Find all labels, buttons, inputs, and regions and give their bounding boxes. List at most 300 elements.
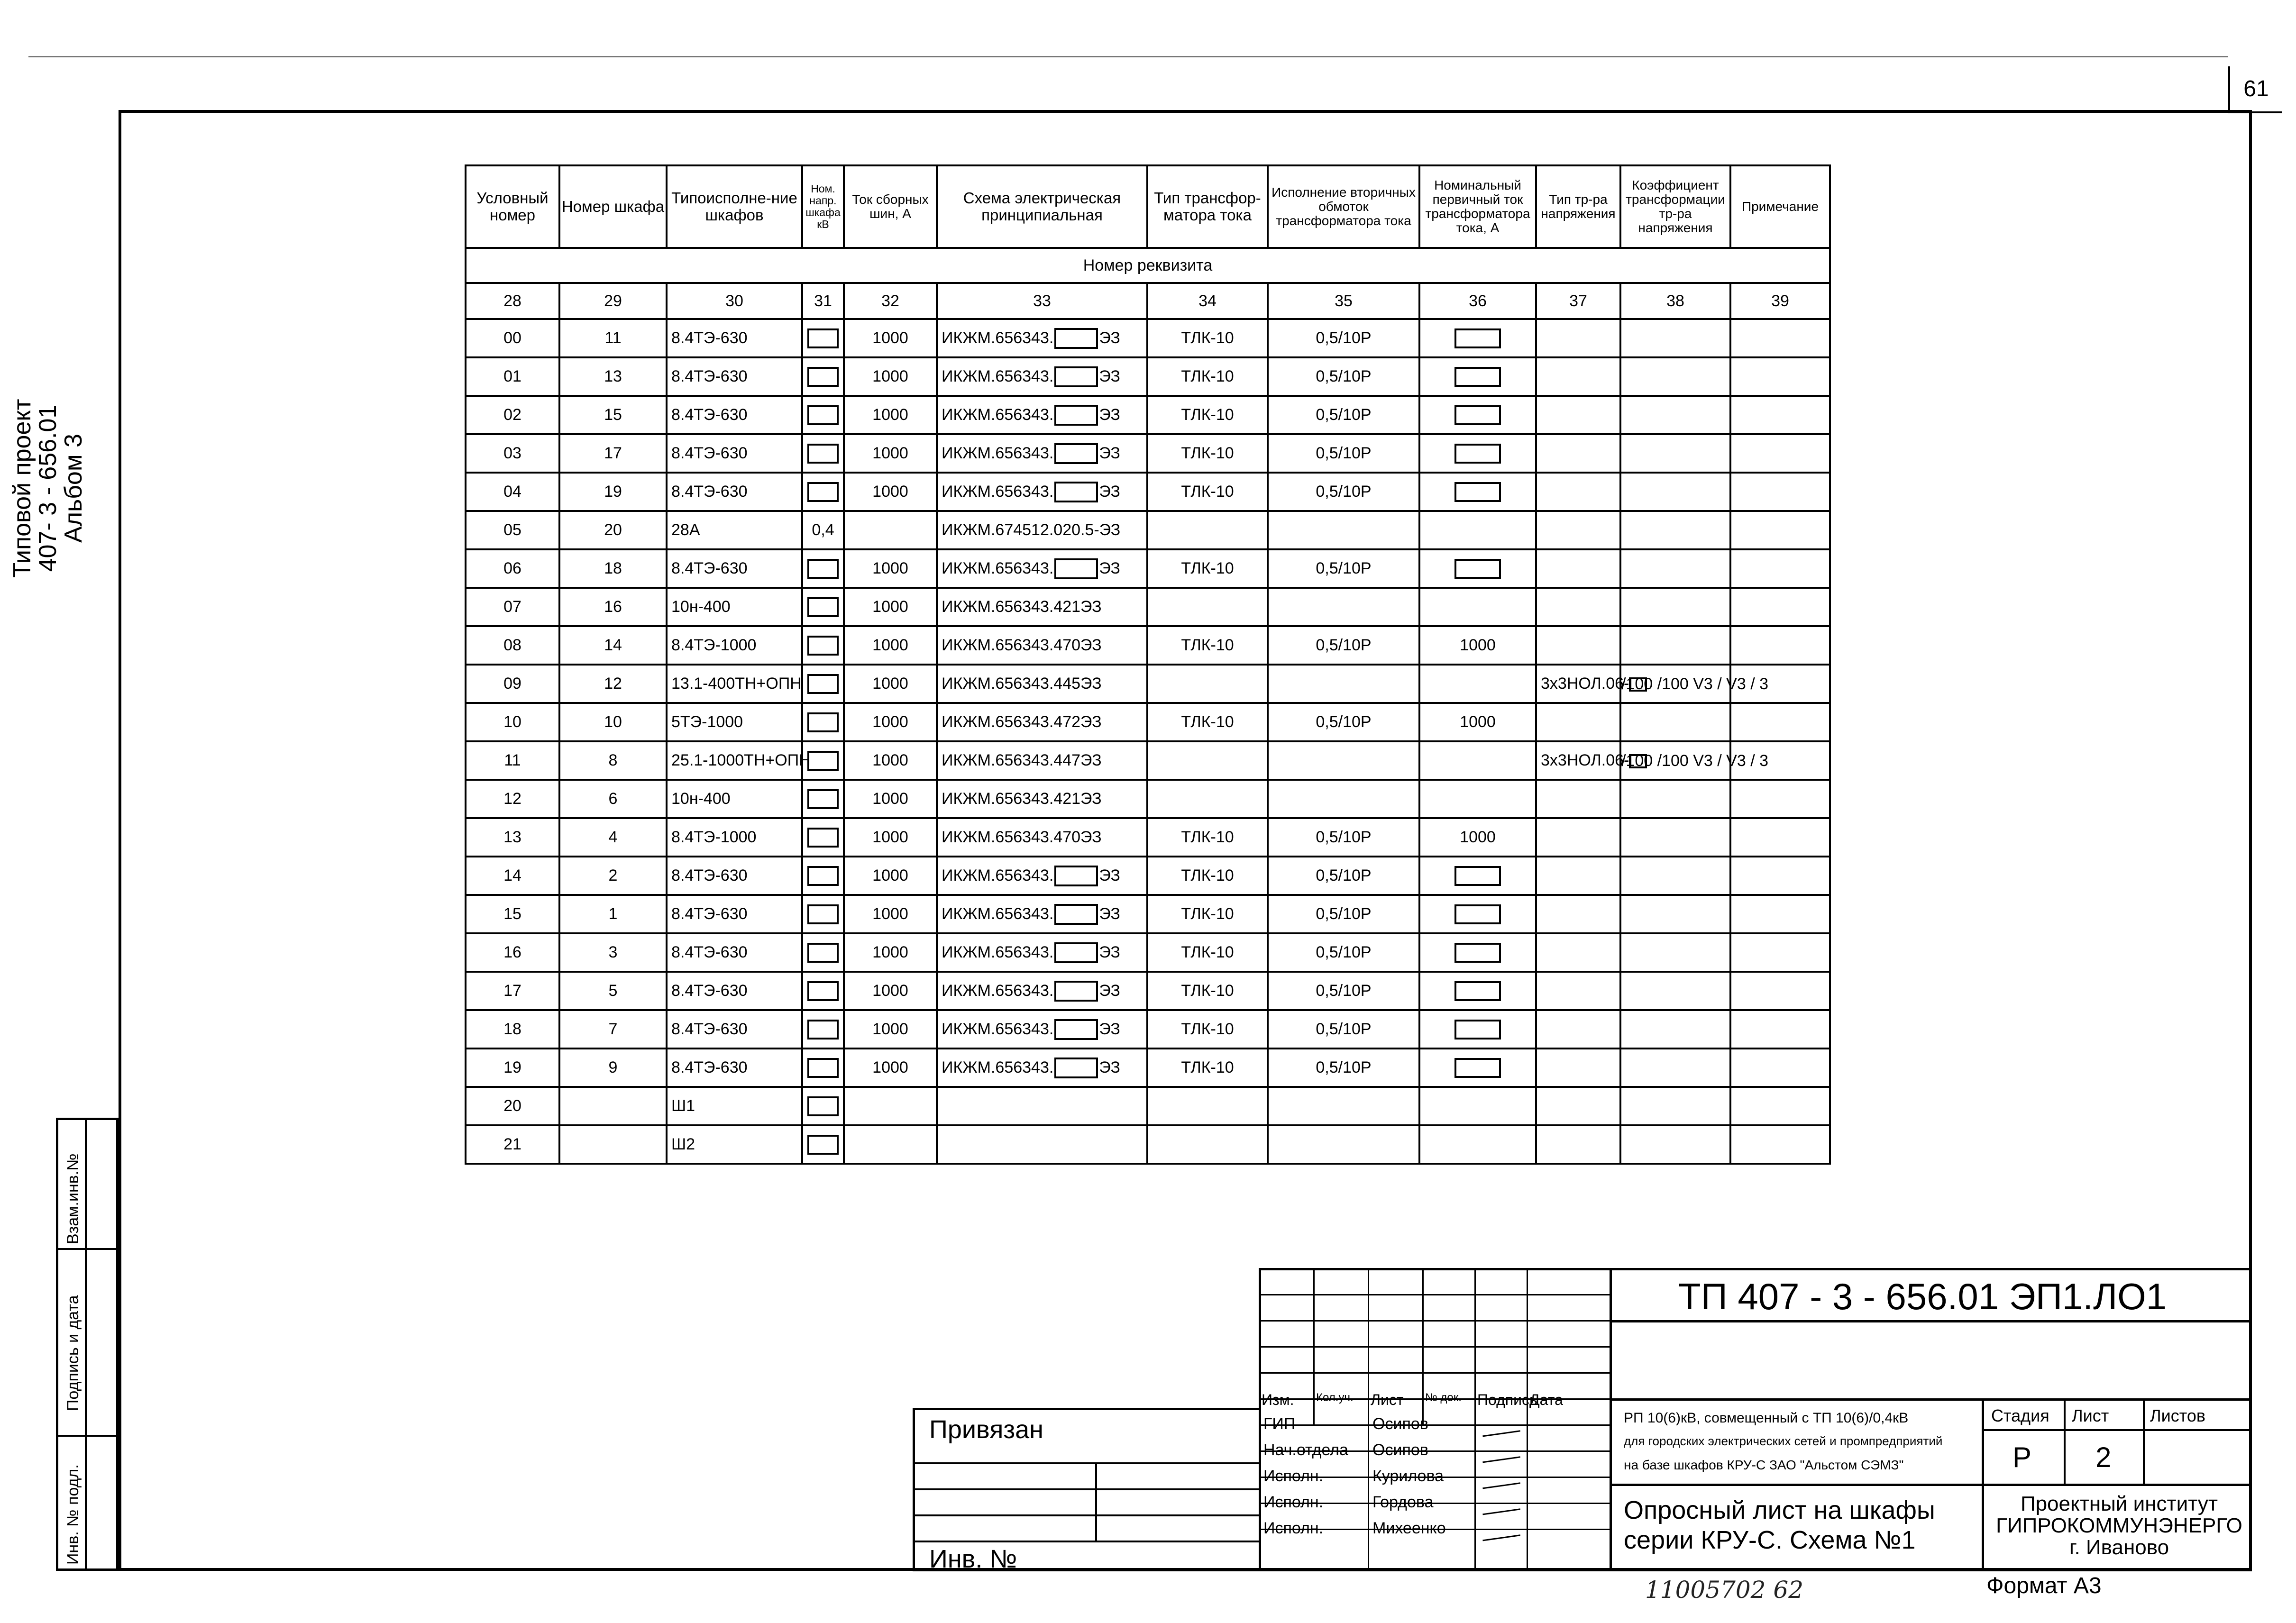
column-number: 35 xyxy=(1268,283,1419,319)
table-row xyxy=(466,741,1830,780)
cell-tip: 8.4ТЭ-630 xyxy=(667,1049,802,1087)
cell-shkaf xyxy=(559,1087,667,1125)
cell-tip: 8.4ТЭ-630 xyxy=(667,396,802,434)
cell-ispolnenie: 0,5/10Р xyxy=(1268,357,1419,396)
person-role: ГИП xyxy=(1263,1415,1296,1433)
cell-tip-tt xyxy=(1147,780,1268,818)
table-row xyxy=(466,357,1830,396)
cell-primechanie xyxy=(1730,434,1830,473)
cell-napr xyxy=(802,319,844,357)
cell-uslovny: 12 xyxy=(466,780,559,818)
cell-uslovny: 15 xyxy=(466,895,559,933)
table-row xyxy=(466,511,1830,549)
cell-tip: 8.4ТЭ-630 xyxy=(667,473,802,511)
left-stamp-column xyxy=(56,1118,119,1571)
cell-uslovny: 03 xyxy=(466,434,559,473)
column-number: 29 xyxy=(559,283,667,319)
questionnaire-table xyxy=(465,164,1831,1165)
cell-shkaf: 8 xyxy=(559,741,667,780)
cell-tok: 1000 xyxy=(844,933,937,972)
title-col-header: № док. xyxy=(1425,1391,1462,1404)
cell-nom-tok: 1000 xyxy=(1419,703,1536,741)
cell-tok: 1000 xyxy=(844,473,937,511)
cell-nom-tok xyxy=(1419,972,1536,1010)
format-label: Формат А3 xyxy=(1986,1573,2102,1598)
cell-shema: ИКЖМ.656343.421ЭЗ xyxy=(937,588,1147,626)
cell-tok: 1000 xyxy=(844,818,937,857)
shema-field[interactable] xyxy=(1054,904,1098,925)
cell-ispolnenie xyxy=(1268,665,1419,703)
table-row xyxy=(466,473,1830,511)
cell-ispolnenie xyxy=(1268,588,1419,626)
cell-shkaf: 16 xyxy=(559,588,667,626)
org-line2: ГИПРОКОММУНЭНЕРГО xyxy=(1996,1514,2242,1537)
cell-tip-tt: ТЛК-10 xyxy=(1147,972,1268,1010)
cell-shema xyxy=(937,549,1147,588)
cell-shkaf: 17 xyxy=(559,434,667,473)
cell-koef xyxy=(1620,1125,1730,1164)
napr-field[interactable] xyxy=(807,751,839,771)
shema-prefix: ИКЖМ.656343. xyxy=(942,982,1054,1000)
cell-shkaf: 5 xyxy=(559,972,667,1010)
person-name: Осипов xyxy=(1372,1441,1428,1459)
cell-shkaf: 10 xyxy=(559,703,667,741)
hdr-nom-napr: Ном. напр. шкафа кВ xyxy=(802,165,844,248)
person-role: Нач.отдела xyxy=(1263,1441,1348,1459)
column-number: 34 xyxy=(1147,283,1268,319)
cell-koef xyxy=(1620,434,1730,473)
cell-shema: ИКЖМ.656343.470ЭЗ xyxy=(937,626,1147,665)
table-row xyxy=(466,588,1830,626)
cell-shema xyxy=(937,319,1147,357)
cell-tok: 1000 xyxy=(844,741,937,780)
napr-field[interactable] xyxy=(807,405,839,425)
cell-tok: 1000 xyxy=(844,857,937,895)
cell-shkaf: 15 xyxy=(559,396,667,434)
cell-tok: 1000 xyxy=(844,1010,937,1049)
column-number: 32 xyxy=(844,283,937,319)
cell-nom-tok: 1000 xyxy=(1419,626,1536,665)
header-row xyxy=(466,165,1830,248)
napr-field[interactable] xyxy=(807,943,839,963)
cell-tok: 1000 xyxy=(844,434,937,473)
description-line2: для городских электрических сетей и промпредприятий xyxy=(1624,1434,1943,1448)
cell-primechanie xyxy=(1730,1087,1830,1125)
cell-primechanie xyxy=(1730,1125,1830,1164)
cell-tip: 8.4ТЭ-1000 xyxy=(667,818,802,857)
cell-ispolnenie: 0,5/10Р xyxy=(1268,857,1419,895)
cell-tip-tn xyxy=(1536,1087,1620,1125)
shema-field[interactable] xyxy=(1054,1019,1098,1040)
cell-shema: ИКЖМ.656343.470ЭЗ xyxy=(937,818,1147,857)
cell-napr xyxy=(802,588,844,626)
cell-koef xyxy=(1620,1010,1730,1049)
cell-shema xyxy=(937,1010,1147,1049)
cell-nom-tok xyxy=(1419,473,1536,511)
cell-ispolnenie xyxy=(1268,780,1419,818)
nom-tok-field[interactable] xyxy=(1454,367,1501,387)
cell-koef xyxy=(1620,626,1730,665)
cell-shema: ИКЖМ.656343.472ЭЗ xyxy=(937,703,1147,741)
cell-tip-tt: ТЛК-10 xyxy=(1147,703,1268,741)
cell-ispolnenie: 0,5/10Р xyxy=(1268,396,1419,434)
cell-koef xyxy=(1620,319,1730,357)
napr-field[interactable] xyxy=(807,328,839,348)
cell-koef xyxy=(1620,703,1730,741)
cell-tip: 10н-400 xyxy=(667,588,802,626)
napr-field[interactable] xyxy=(807,367,839,387)
cell-tip-tt xyxy=(1147,741,1268,780)
napr-field[interactable] xyxy=(807,559,839,579)
cell-uslovny: 14 xyxy=(466,857,559,895)
cell-tip-tn xyxy=(1536,1049,1620,1087)
cell-koef xyxy=(1620,857,1730,895)
cell-nom-tok xyxy=(1419,665,1536,703)
column-number: 33 xyxy=(937,283,1147,319)
nom-tok-field[interactable] xyxy=(1454,904,1501,924)
cell-tip-tt: ТЛК-10 xyxy=(1147,1049,1268,1087)
napr-field[interactable] xyxy=(807,1096,839,1116)
cell-tip-tt: ТЛК-10 xyxy=(1147,626,1268,665)
stadia-value: Р xyxy=(2012,1441,2032,1473)
shema-suffix: ЭЗ xyxy=(1099,444,1120,462)
cell-tip-tn xyxy=(1536,434,1620,473)
cell-tip-tt: ТЛК-10 xyxy=(1147,473,1268,511)
description-line1: РП 10(6)кВ, совмещенный с ТП 10(6)/0,4кВ xyxy=(1624,1410,1909,1426)
cell-shkaf: 20 xyxy=(559,511,667,549)
cell-nom-tok xyxy=(1419,319,1536,357)
cell-koef xyxy=(1620,511,1730,549)
napr-field[interactable] xyxy=(807,482,839,502)
sheet-title-line2: серии КРУ-С. Схема №1 xyxy=(1624,1526,1916,1554)
shema-prefix: ИКЖМ.656343. xyxy=(942,444,1054,462)
cell-ispolnenie: 0,5/10Р xyxy=(1268,933,1419,972)
cell-tip-tt: ТЛК-10 xyxy=(1147,933,1268,972)
cell-tip: 8.4ТЭ-630 xyxy=(667,434,802,473)
nom-tok-field[interactable] xyxy=(1454,444,1501,464)
shema-field[interactable] xyxy=(1054,558,1098,579)
shema-field[interactable] xyxy=(1054,328,1098,349)
hdr-shema: Схема электрическая принципиальная xyxy=(937,165,1147,248)
cell-uslovny: 06 xyxy=(466,549,559,588)
cell-uslovny: 13 xyxy=(466,818,559,857)
stamp-podpis-label: Подпись и дата xyxy=(64,1295,82,1411)
column-number: 39 xyxy=(1730,283,1830,319)
cell-napr xyxy=(802,434,844,473)
shema-prefix: ИКЖМ.656343. xyxy=(942,943,1054,961)
cell-ispolnenie: 0,5/10Р xyxy=(1268,703,1419,741)
cell-tok: 1000 xyxy=(844,1049,937,1087)
shema-field[interactable] xyxy=(1054,981,1098,1002)
hdr-uslovny: Условный номер xyxy=(466,165,559,248)
cell-tip: 8.4ТЭ-630 xyxy=(667,549,802,588)
cell-shema: ИКЖМ.656343.421ЭЗ xyxy=(937,780,1147,818)
cell-napr xyxy=(802,1010,844,1049)
napr-field[interactable] xyxy=(807,1058,839,1078)
shema-suffix: ЭЗ xyxy=(1099,367,1120,385)
nom-tok-field[interactable] xyxy=(1454,328,1501,348)
cell-tip: 10н-400 xyxy=(667,780,802,818)
napr-field[interactable] xyxy=(807,1135,839,1155)
doc-code: ТП 407 - 3 - 656.01 ЭП1.ЛО1 xyxy=(1678,1276,2167,1317)
cell-koef xyxy=(1620,588,1730,626)
cell-tip-tt: ТЛК-10 xyxy=(1147,818,1268,857)
napr-field[interactable] xyxy=(807,636,839,656)
cell-tip-tt: ТЛК-10 xyxy=(1147,434,1268,473)
cell-tip-tn xyxy=(1536,473,1620,511)
privyazan-label: Привязан xyxy=(929,1415,1043,1444)
cell-ispolnenie xyxy=(1268,511,1419,549)
cell-shkaf: 7 xyxy=(559,1010,667,1049)
cell-shema xyxy=(937,1049,1147,1087)
cell-tip-tn xyxy=(1536,741,1629,780)
shema-field[interactable] xyxy=(1054,443,1098,464)
cell-koef xyxy=(1620,972,1730,1010)
cell-nom-tok xyxy=(1419,741,1536,780)
napr-field[interactable] xyxy=(807,789,839,809)
cell-napr xyxy=(802,972,844,1010)
cell-uslovny: 01 xyxy=(466,357,559,396)
cell-ispolnenie: 0,5/10Р xyxy=(1268,549,1419,588)
cell-nom-tok xyxy=(1419,511,1536,549)
cell-tip-tt: ТЛК-10 xyxy=(1147,549,1268,588)
cell-shema xyxy=(937,1087,1147,1125)
rekvizit-label: Номер реквизита xyxy=(466,248,1830,283)
nom-tok-field[interactable] xyxy=(1454,1020,1501,1039)
table-body xyxy=(466,319,1830,1164)
cell-shkaf: 2 xyxy=(559,857,667,895)
cell-nom-tok xyxy=(1419,1087,1536,1125)
cell-shema xyxy=(937,434,1147,473)
hdr-tip-tt: Тип трансфор-матора тока xyxy=(1147,165,1268,248)
cell-tip: 8.4ТЭ-630 xyxy=(667,357,802,396)
cell-ispolnenie xyxy=(1268,1125,1419,1164)
cell-shema xyxy=(937,857,1147,895)
cell-napr xyxy=(802,741,844,780)
person-role: Исполн. xyxy=(1263,1493,1324,1511)
cell-shkaf: 4 xyxy=(559,818,667,857)
cell-uslovny: 18 xyxy=(466,1010,559,1049)
cell-nom-tok xyxy=(1419,933,1536,972)
shema-suffix: ЭЗ xyxy=(1099,905,1120,923)
shema-suffix: ЭЗ xyxy=(1099,329,1120,347)
cell-tok: 1000 xyxy=(844,396,937,434)
cell-tip-tn xyxy=(1536,703,1620,741)
cell-tip: 8.4ТЭ-630 xyxy=(667,895,802,933)
cell-koef xyxy=(1620,895,1730,933)
cell-koef xyxy=(1620,357,1730,396)
napr-field[interactable] xyxy=(807,444,839,464)
cell-napr xyxy=(802,1125,844,1164)
shema-field[interactable] xyxy=(1054,866,1098,886)
cell-napr xyxy=(802,780,844,818)
cell-ispolnenie: 0,5/10Р xyxy=(1268,1049,1419,1087)
hdr-nom-tok: Номинальный первичный ток трансформатора тока, А xyxy=(1419,165,1536,248)
cell-shema xyxy=(937,895,1147,933)
table-row xyxy=(466,703,1830,741)
cell-tip-tn xyxy=(1536,895,1620,933)
cell-ispolnenie: 0,5/10Р xyxy=(1268,818,1419,857)
cell-primechanie xyxy=(1730,780,1830,818)
nom-tok-field[interactable] xyxy=(1454,405,1501,425)
napr-field[interactable] xyxy=(807,904,839,924)
shema-prefix: ИКЖМ.656343. xyxy=(942,367,1054,385)
napr-field[interactable] xyxy=(807,828,839,848)
shema-suffix: ЭЗ xyxy=(1099,406,1120,424)
nom-tok-field[interactable] xyxy=(1454,943,1501,963)
cell-uslovny: 10 xyxy=(466,703,559,741)
cell-tok: 1000 xyxy=(844,703,937,741)
cell-napr: 0,4 xyxy=(802,511,844,549)
shema-field[interactable] xyxy=(1054,942,1098,963)
org-line1: Проектный институт xyxy=(2020,1492,2218,1515)
tn-text: 3х3НОЛ.06- xyxy=(1541,751,1629,769)
napr-field[interactable] xyxy=(807,866,839,886)
cell-tok: 1000 xyxy=(844,972,937,1010)
cell-nom-tok xyxy=(1419,588,1536,626)
sheet-title-line1: Опросный лист на шкафы xyxy=(1624,1496,1935,1524)
cell-nom-tok xyxy=(1419,857,1536,895)
table-row xyxy=(466,818,1830,857)
cell-napr xyxy=(802,895,844,933)
description-line3: на базе шкафов КРУ-С ЗАО "Альстом СЭМЗ" xyxy=(1624,1458,1904,1472)
cell-koef: /100 /100 V3 / V3 / 3 xyxy=(1620,741,1730,780)
cell-shema xyxy=(937,972,1147,1010)
cell-ispolnenie: 0,5/10Р xyxy=(1268,626,1419,665)
cell-nom-tok xyxy=(1419,1125,1536,1164)
cell-koef xyxy=(1620,780,1730,818)
cell-primechanie xyxy=(1730,626,1830,665)
cell-shema xyxy=(937,396,1147,434)
cell-tip-tn xyxy=(1536,1125,1620,1164)
cell-tip-tn xyxy=(1536,665,1629,703)
cell-shema: ИКЖМ.656343.445ЭЗ xyxy=(937,665,1147,703)
cell-napr xyxy=(802,396,844,434)
cell-napr xyxy=(802,703,844,741)
table-row xyxy=(466,1049,1830,1087)
cell-primechanie xyxy=(1730,1049,1830,1087)
cell-shema xyxy=(937,933,1147,972)
cell-tip-tn xyxy=(1536,357,1620,396)
table-row xyxy=(466,1010,1830,1049)
cell-tip-tn xyxy=(1536,933,1620,972)
cell-ispolnenie: 0,5/10Р xyxy=(1268,1010,1419,1049)
cell-uslovny: 02 xyxy=(466,396,559,434)
cell-koef: /100 /100 V3 / V3 / 3 xyxy=(1620,665,1730,703)
cell-tip: 8.4ТЭ-630 xyxy=(667,857,802,895)
table-row xyxy=(466,780,1830,818)
cell-primechanie xyxy=(1730,857,1830,895)
nom-tok-field[interactable] xyxy=(1454,482,1501,502)
cell-ispolnenie: 0,5/10Р xyxy=(1268,895,1419,933)
table-row xyxy=(466,857,1830,895)
cell-uslovny: 09 xyxy=(466,665,559,703)
nom-tok-field[interactable] xyxy=(1454,981,1501,1001)
cell-tip: 25.1-1000ТН+ОПН xyxy=(667,741,802,780)
organization xyxy=(1986,1493,2252,1559)
shema-field[interactable] xyxy=(1054,1058,1098,1078)
napr-field[interactable] xyxy=(807,712,839,732)
shema-field[interactable] xyxy=(1054,405,1098,426)
cell-koef xyxy=(1620,933,1730,972)
cell-primechanie xyxy=(1730,396,1830,434)
cell-tok xyxy=(844,1087,937,1125)
nom-tok-field[interactable] xyxy=(1454,866,1501,886)
cell-primechanie xyxy=(1730,818,1830,857)
napr-field[interactable] xyxy=(807,674,839,694)
shema-suffix: ЭЗ xyxy=(1099,982,1120,1000)
cell-koef xyxy=(1620,396,1730,434)
cell-tok: 1000 xyxy=(844,319,937,357)
shema-prefix: ИКЖМ.656343. xyxy=(942,329,1054,347)
cell-napr xyxy=(802,1049,844,1087)
shema-field[interactable] xyxy=(1054,482,1098,502)
org-line3: г. Иваново xyxy=(2069,1536,2169,1559)
cell-koef xyxy=(1620,549,1730,588)
shema-field[interactable] xyxy=(1054,366,1098,387)
table-row xyxy=(466,319,1830,357)
cell-tip-tn xyxy=(1536,626,1620,665)
cell-tip: 28А xyxy=(667,511,802,549)
cell-primechanie xyxy=(1730,1010,1830,1049)
tn-text: 3х3НОЛ.06- xyxy=(1541,675,1629,693)
cell-primechanie xyxy=(1730,473,1830,511)
cell-ispolnenie xyxy=(1268,741,1419,780)
nom-tok-field[interactable] xyxy=(1454,559,1501,579)
cell-uslovny: 21 xyxy=(466,1125,559,1164)
cell-shema xyxy=(937,1125,1147,1164)
cell-tip: Ш2 xyxy=(667,1125,802,1164)
cell-nom-tok xyxy=(1419,1049,1536,1087)
stamp-inv xyxy=(62,1437,87,1569)
cell-tok: 1000 xyxy=(844,626,937,665)
shema-suffix: ЭЗ xyxy=(1099,559,1120,577)
cell-uslovny: 16 xyxy=(466,933,559,972)
hdr-ispolnenie: Исполнение вторичных обмоток трансформатора тока xyxy=(1268,165,1419,248)
table-row xyxy=(466,434,1830,473)
cell-nom-tok xyxy=(1419,549,1536,588)
cell-primechanie xyxy=(1730,895,1830,933)
nom-tok-field[interactable] xyxy=(1454,1058,1501,1078)
cell-shema: ИКЖМ.674512.020.5-ЭЗ xyxy=(937,511,1147,549)
cell-tip-tn xyxy=(1536,319,1620,357)
cell-uslovny: 17 xyxy=(466,972,559,1010)
cell-shkaf: 13 xyxy=(559,357,667,396)
shema-suffix: ЭЗ xyxy=(1099,1058,1120,1076)
top-rule xyxy=(28,56,2228,57)
cell-tip: Ш1 xyxy=(667,1087,802,1125)
table-row xyxy=(466,895,1830,933)
person-name: Осипов xyxy=(1372,1415,1428,1433)
cell-napr xyxy=(802,933,844,972)
side-title-line1: Типовой проект xyxy=(9,399,36,578)
cell-primechanie xyxy=(1730,549,1830,588)
napr-field[interactable] xyxy=(807,597,839,617)
napr-field[interactable] xyxy=(807,1020,839,1039)
cell-tok: 1000 xyxy=(844,665,937,703)
cell-ispolnenie: 0,5/10Р xyxy=(1268,972,1419,1010)
napr-field[interactable] xyxy=(807,981,839,1001)
table-row xyxy=(466,665,1830,703)
shema-prefix: ИКЖМ.656343. xyxy=(942,1020,1054,1038)
column-number: 30 xyxy=(667,283,802,319)
list-value: 2 xyxy=(2095,1441,2112,1473)
column-number: 36 xyxy=(1419,283,1536,319)
cell-uslovny: 05 xyxy=(466,511,559,549)
shema-suffix: ЭЗ xyxy=(1099,866,1120,884)
stamp-inv-label: Инв. № подл. xyxy=(64,1464,82,1565)
shema-prefix: ИКЖМ.656343. xyxy=(942,905,1054,923)
